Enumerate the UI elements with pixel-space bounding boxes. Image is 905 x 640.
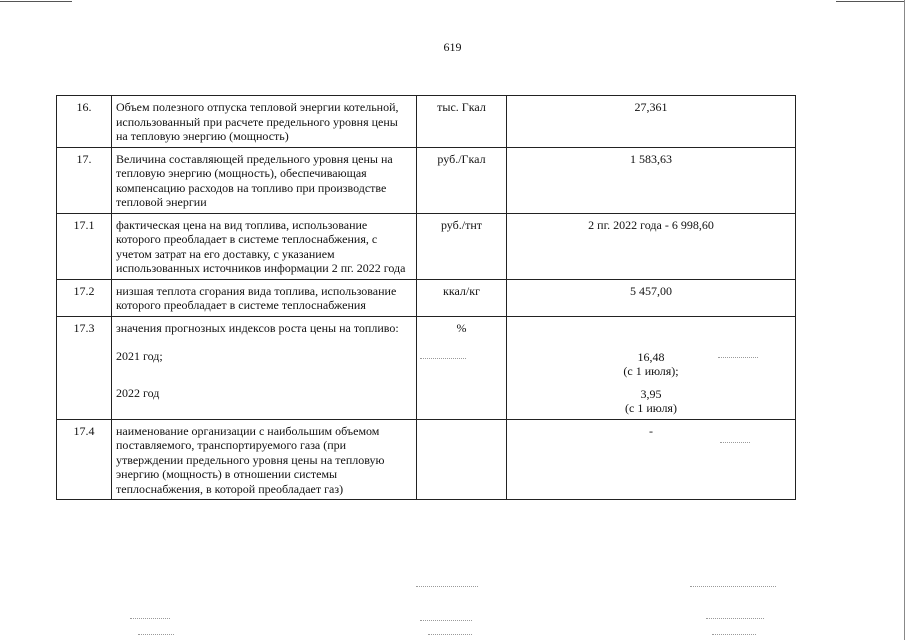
row-description: значения прогнозных индексов роста цены на топливо:	[116, 320, 399, 335]
row-unit: ккал/кг	[417, 279, 507, 316]
row-value-group	[507, 316, 796, 419]
scan-noise	[690, 586, 776, 587]
row-description: низшая теплота сгорания вида топлива, использование которого преобладает в системе теплоснабжения	[112, 279, 417, 316]
row-number: 17.4	[57, 419, 112, 500]
row-description: Объем полезного отпуска тепловой энергии котельной, использованный при расчете предельного уровня цены на тепловую энергию (мощность)	[112, 96, 417, 148]
scan-noise	[712, 634, 756, 635]
row-value: 2 пг. 2022 года - 6 998,60	[507, 213, 796, 279]
scan-noise	[130, 618, 170, 619]
row-number: 17.2	[57, 279, 112, 316]
scan-noise	[420, 620, 472, 621]
row-value: 1 583,63	[507, 147, 796, 213]
row-description: Величина составляющей предельного уровня цены на тепловую энергию (мощность), обеспечивающая компенсацию расходов на топливо при производстве тепловой энергии	[112, 147, 417, 213]
sub-year-label: 2022 год	[116, 385, 160, 400]
table-row	[57, 279, 796, 316]
scan-noise	[718, 357, 758, 358]
row-value: -	[507, 419, 796, 500]
row-number: 17.3	[57, 316, 112, 419]
tariff-table	[56, 95, 796, 500]
sub-index-note: (с 1 июля)	[625, 401, 677, 415]
scan-edge-top-left	[0, 1, 72, 2]
row-number: 17.	[57, 147, 112, 213]
table-row	[57, 316, 796, 419]
row-unit: %	[417, 316, 507, 419]
sub-index-value: 3,95	[640, 386, 662, 401]
table-row	[57, 213, 796, 279]
scan-noise	[706, 618, 764, 619]
row-unit: руб./тнт	[417, 213, 507, 279]
row-unit: руб./Гкал	[417, 147, 507, 213]
scan-noise	[428, 634, 472, 635]
scan-noise	[420, 358, 466, 359]
scan-noise	[720, 442, 750, 443]
sub-index-value: 16,48	[637, 349, 665, 364]
row-description: наименование организации с наибольшим объемом поставляемого, транспортируемого газа (при утверждении предельного уровня цены на тепловую энергию (мощность) в отношении системы теплоснабжения, в которой преобладает газ)	[112, 419, 417, 500]
row-description-group	[112, 316, 417, 419]
table-row	[57, 96, 796, 148]
row-unit: тыс. Гкал	[417, 96, 507, 148]
page-number: 619	[443, 40, 462, 54]
row-number: 16.	[57, 96, 112, 148]
row-value: 27,361	[507, 96, 796, 148]
sub-index-note: (с 1 июля);	[623, 364, 679, 378]
scan-noise	[416, 586, 478, 587]
scan-noise	[138, 634, 174, 635]
row-number: 17.1	[57, 213, 112, 279]
sub-year-label: 2021 год;	[116, 349, 163, 363]
row-value: 5 457,00	[507, 279, 796, 316]
row-description: фактическая цена на вид топлива, использование которого преобладает в системе теплоснабжения, с учетом затрат на его доставку, с указанием использованных источников информации 2 пг. 2022 года	[112, 213, 417, 279]
scan-edge-top-right	[836, 1, 905, 2]
row-unit	[417, 419, 507, 500]
table-row	[57, 147, 796, 213]
table-row	[57, 419, 796, 500]
